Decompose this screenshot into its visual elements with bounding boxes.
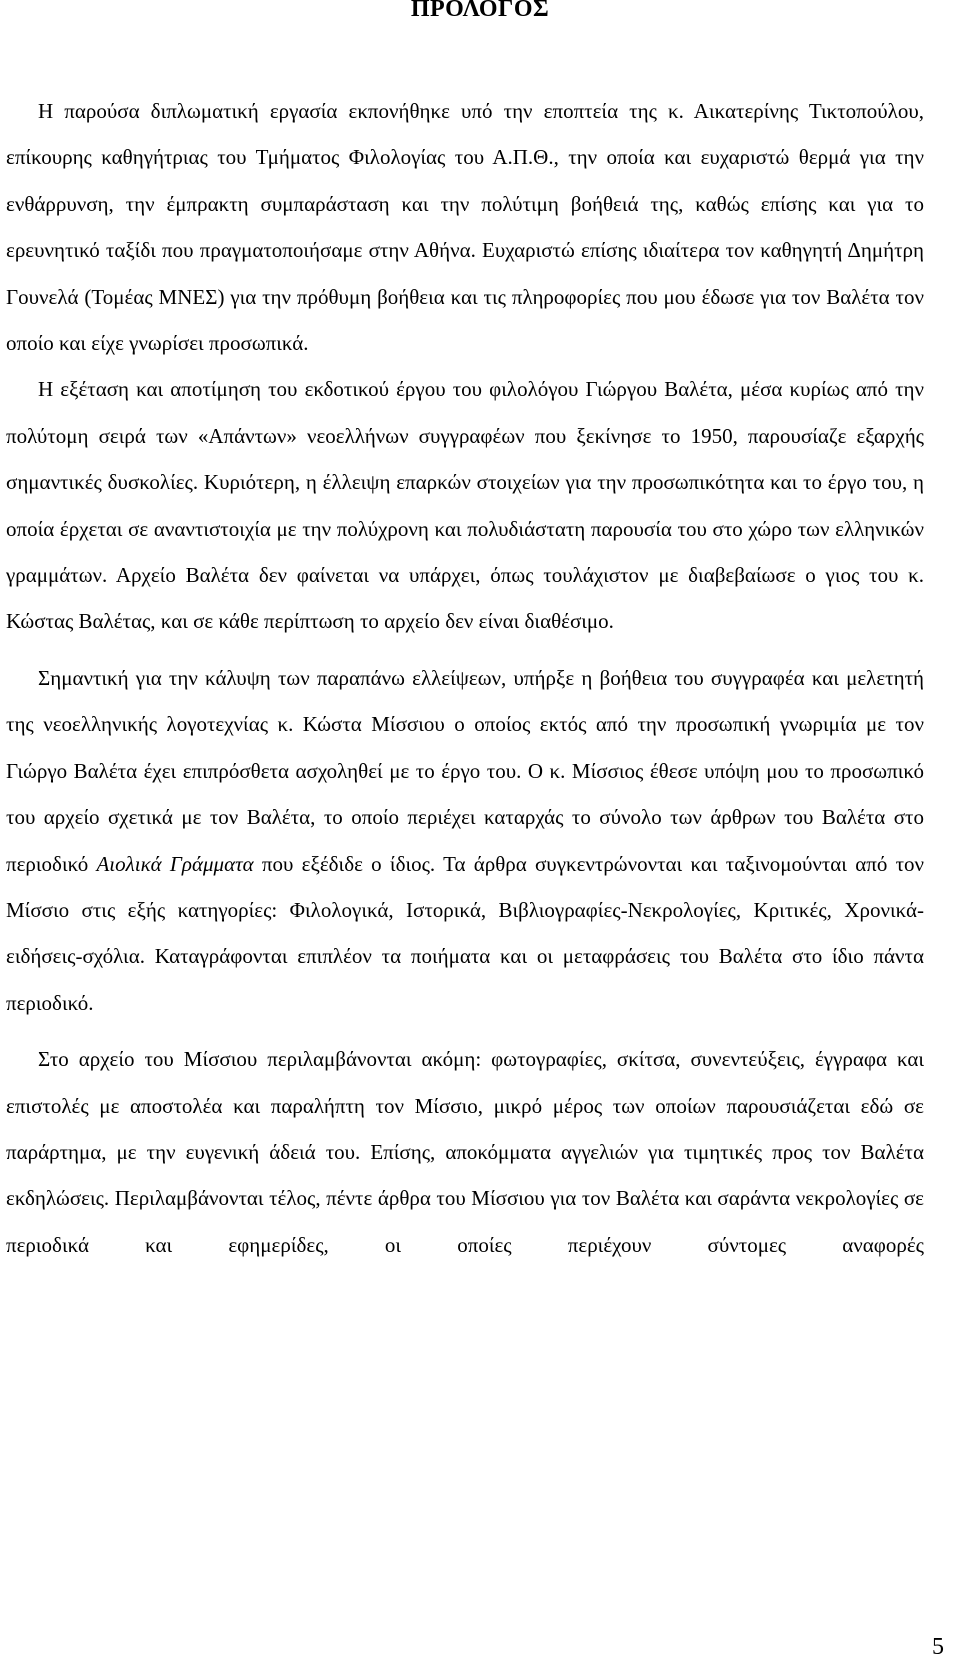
page-title: ΠΡΟΛΟΓΟΣ xyxy=(410,0,550,22)
body-text xyxy=(6,88,924,1268)
paragraph-archive-contents: Στο αρχείο του Μίσσιου περιλαμβάνονται ακόμη: φωτογραφίες, σκίτσα, συνεντεύξεις, έγγραφα και επιστολές με αποστολέα και παραλήπτη τον Μίσσιο, μικρό μέρος των οποίων παρουσιάζεται εδώ σε παράρτημα, με την ευγενική άδειά του. Επίσης, αποκόμματα αγγελιών για τιμητικές προς τον Βαλέτα εκδηλώσεις. Περιλαμβάνονται τέλος, πέντε άρθρα του Μίσσιου για τον Βαλέτα και σαράντα νεκρολογίες σε περιοδικά και εφημερίδες, οι οποίες περιέχουν σύντομες αναφορές xyxy=(6,1047,924,1257)
paragraph-difficulties: Η εξέταση και αποτίμηση του εκδοτικού έργου του φιλολόγου Γιώργου Βαλέτα, μέσα κυρίως από την πολύτομη σειρά των «Απάντων» νεοελλήνων συγγραφέων που ξεκίνησε το 1950, παρουσίαζε εξαρχής σημαντικές δυσκολίες. Κυριότερη, η έλλειψη επαρκών στοιχείων για την προσωπικότητα και το έργο του, η οποία έρχεται σε αναντιστοιχία με την πολύχρονη και πολυδιάστατη παρουσία του στο χώρο των ελληνικών γραμμάτων. Αρχείο Βαλέτα δεν φαίνεται να υπάρχει, όπως τουλάχιστον με διαβεβαίωσε ο γιος του κ. Κώστας Βαλέτας, και σε κάθε περίπτωση το αρχείο δεν είναι διαθέσιμο. xyxy=(6,377,924,634)
page-number: 5 xyxy=(932,1634,944,1660)
paragraph-missios-help-text-end: που εξέδιδε ο ίδιος. Τα άρθρα συγκεντρώνονται και ταξινομούνται από τον Μίσσιο στις εξής κατηγορίες: Φιλολογικά, Ιστορικά, Βιβλιογραφίες-Νεκρολογίες, Κριτικές, Χρονικά-ειδήσεις-σχόλια. Καταγράφονται επιπλέον τα ποιήματα και οι μεταφράσεις του Βαλέτα στο ίδιο πάντα περιοδικό. xyxy=(6,851,925,1015)
journal-title: Αιολικά Γράμματα xyxy=(96,851,254,876)
paragraph-acknowledgements: Η παρούσα διπλωματική εργασία εκπονήθηκε υπό την εποπτεία της κ. Αικατερίνης Τικτοπούλου, επίκουρης καθηγήτριας του Τμήματος Φιλολογίας του Α.Π.Θ., την οποία και ευχαριστώ θερμά για την ενθάρρυνση, την έμπρακτη συμπαράσταση και την πολύτιμη βοήθειά της, καθώς επίσης και για το ερευνητικό ταξίδι που πραγματοποιήσαμε στην Αθήνα. Ευχαριστώ επίσης ιδιαίτερα τον καθηγητή Δημήτρη Γουνελά (Τομέας ΜΝΕΣ) για την πρόθυμη βοήθεια και τις πληροφορίες που μου έδωσε για τον Βαλέτα τον οποίο και είχε γνωρίσει προσωπικά. xyxy=(6,99,924,356)
paragraph-missios-help-text-start: Σημαντική για την κάλυψη των παραπάνω ελλείψεων, υπήρξε η βοήθεια του συγγραφέα και μελετητή της νεοελληνικής λογοτεχνίας κ. Κώστα Μίσσιου ο οποίος εκτός από την προσωπική γνωριμία με τον Γιώργο Βαλέτα έχει επιπρόσθετα ασχοληθεί με το έργο του. Ο κ. Μίσσιος έθεσε υπόψη μου το προσωπικό του αρχείο σχετικά με τον Βαλέτα, το οποίο περιέχει καταρχάς το σύνολο των άρθρων του Βαλέτα στο περιοδικό xyxy=(6,665,924,876)
paragraph-missios-help xyxy=(6,655,924,1026)
